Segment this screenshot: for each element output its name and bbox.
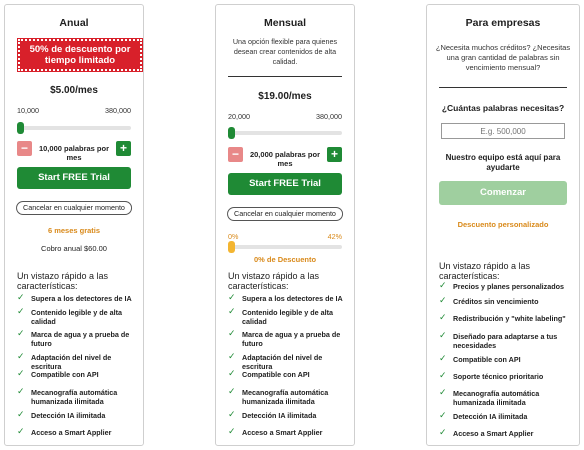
plan-card-empresas <box>426 4 580 446</box>
check-icon: ✓ <box>17 426 25 436</box>
annual-charge-note: Cobro anual $60.00 <box>41 244 107 253</box>
decrease-button[interactable]: − <box>228 147 243 162</box>
feature-item: ✓ Detección IA ilimitada <box>228 409 317 420</box>
check-icon: ✓ <box>228 328 236 338</box>
features-heading: Un vistazo rápido a las características: <box>17 271 109 291</box>
plan-card-mensual <box>215 4 355 446</box>
custom-discount-note: Descuento personalizado <box>457 220 549 229</box>
plan-question: ¿Necesita muchos créditos? ¿Necesitas una gran cantidad de palabras sin vencimiento mensual? <box>435 43 571 72</box>
promo-badge: 50% de descuento por tiempo limitado <box>17 38 143 72</box>
feature-item: ✓ Compatible con API <box>228 368 310 379</box>
plan-title: Para empresas <box>465 17 541 29</box>
check-icon: ✓ <box>439 353 447 363</box>
plan-price: $19.00/mes <box>258 91 312 102</box>
team-help-text: Nuestro equipo está aquí para ayudarte <box>445 153 561 172</box>
words-needed-label: ¿Cuántas palabras necesitas? <box>441 103 565 113</box>
words-stepper <box>228 147 342 168</box>
check-icon: ✓ <box>17 292 25 302</box>
plan-description: Una opción flexible para quienes desean crear contenidos de alta calidad. <box>232 37 338 66</box>
feature-item: ✓ Acceso a Smart Applier <box>17 426 112 437</box>
words-slider[interactable] <box>17 126 131 130</box>
range-min: 20,000 <box>228 112 250 121</box>
check-icon: ✓ <box>17 386 25 396</box>
feature-item: ✓ Contenido legible y de alta calidad <box>17 306 123 326</box>
feature-item: ✓ Contenido legible y de alta calidad <box>228 306 334 326</box>
discount-max: 42% <box>327 232 342 241</box>
check-icon: ✓ <box>439 370 447 380</box>
check-icon: ✓ <box>228 351 236 361</box>
check-icon: ✓ <box>17 306 25 316</box>
check-icon: ✓ <box>439 427 447 437</box>
words-stepper <box>17 141 131 162</box>
words-needed-input[interactable] <box>441 123 565 139</box>
start-trial-button[interactable]: Start FREE Trial <box>228 173 342 195</box>
feature-item: ✓ Detección IA ilimitada <box>439 410 528 421</box>
feature-item: ✓ Compatible con API <box>439 353 521 364</box>
features-heading: Un vistazo rápido a las características: <box>439 261 531 281</box>
cancel-anytime-pill: Cancelar en cualquier momento <box>16 201 132 215</box>
cancel-anytime-pill: Cancelar en cualquier momento <box>227 207 343 221</box>
check-icon: ✓ <box>17 368 25 378</box>
range-max: 380,000 <box>105 106 131 115</box>
plan-title: Anual <box>59 17 89 29</box>
check-icon: ✓ <box>439 312 447 322</box>
features-heading: Un vistazo rápido a las características: <box>228 271 320 291</box>
feature-item: ✓ Detección IA ilimitada <box>17 409 106 420</box>
check-icon: ✓ <box>439 295 447 305</box>
plan-price: $5.00/mes <box>50 85 98 96</box>
check-icon: ✓ <box>439 410 447 420</box>
words-value: 20,000 palabras por mes <box>249 150 321 168</box>
check-icon: ✓ <box>228 306 236 316</box>
words-value: 10,000 palabras por mes <box>38 144 110 162</box>
feature-item: ✓ Marca de agua y a prueba de futuro <box>17 328 130 348</box>
decrease-button[interactable]: − <box>17 141 32 156</box>
range-min: 10,000 <box>17 106 39 115</box>
increase-button[interactable]: + <box>327 147 342 162</box>
feature-item: ✓ Precios y planes personalizados <box>439 280 565 291</box>
check-icon: ✓ <box>17 328 25 338</box>
slider-thumb[interactable] <box>17 122 24 134</box>
feature-item: ✓ Mecanografía automática humanizada ilimitada <box>439 387 540 407</box>
start-trial-button[interactable]: Start FREE Trial <box>17 167 131 189</box>
feature-item: ✓ Mecanografía automática humanizada ilimitada <box>228 386 329 406</box>
check-icon: ✓ <box>17 351 25 361</box>
check-icon: ✓ <box>228 386 236 396</box>
feature-item: ✓ Redistribución y "white labeling" <box>439 312 566 323</box>
check-icon: ✓ <box>228 409 236 419</box>
discount-min: 0% <box>228 232 239 241</box>
slider-thumb[interactable] <box>228 127 235 139</box>
words-slider[interactable] <box>228 131 342 135</box>
feature-item: ✓ Diseñado para adaptarse a tus necesidades <box>439 330 558 350</box>
feature-item: ✓ Soporte técnico prioritario <box>439 370 544 381</box>
check-icon: ✓ <box>439 387 447 397</box>
check-icon: ✓ <box>228 292 236 302</box>
check-icon: ✓ <box>17 409 25 419</box>
free-months-note: 6 meses gratis <box>47 226 101 235</box>
increase-button[interactable]: + <box>116 141 131 156</box>
feature-item: ✓ Marca de agua y a prueba de futuro <box>228 328 341 348</box>
check-icon: ✓ <box>439 330 447 340</box>
start-button[interactable]: Comenzar <box>439 181 567 205</box>
check-icon: ✓ <box>228 426 236 436</box>
range-max: 380,000 <box>316 112 342 121</box>
feature-item: ✓ Acceso a Smart Applier <box>228 426 323 437</box>
feature-item: ✓ Créditos sin vencimiento <box>439 295 539 306</box>
check-icon: ✓ <box>439 280 447 290</box>
feature-item: ✓ Acceso a Smart Applier <box>439 427 534 438</box>
feature-item: ✓ Supera a los detectores de IA <box>17 292 132 303</box>
discount-label: 0% de Descuento <box>253 255 317 264</box>
divider <box>439 87 567 88</box>
plan-card-anual <box>4 4 144 446</box>
discount-slider <box>228 245 342 249</box>
feature-item: ✓ Mecanografía automática humanizada ilimitada <box>17 386 118 406</box>
feature-item: ✓ Supera a los detectores de IA <box>228 292 343 303</box>
slider-thumb <box>228 241 235 253</box>
divider <box>228 76 342 77</box>
plan-title: Mensual <box>263 17 306 29</box>
feature-item: ✓ Compatible con API <box>17 368 99 379</box>
feature-item: ✓ Adaptación del nivel de escritura <box>17 351 112 371</box>
check-icon: ✓ <box>228 368 236 378</box>
feature-item: ✓ Adaptación del nivel de escritura <box>228 351 323 371</box>
